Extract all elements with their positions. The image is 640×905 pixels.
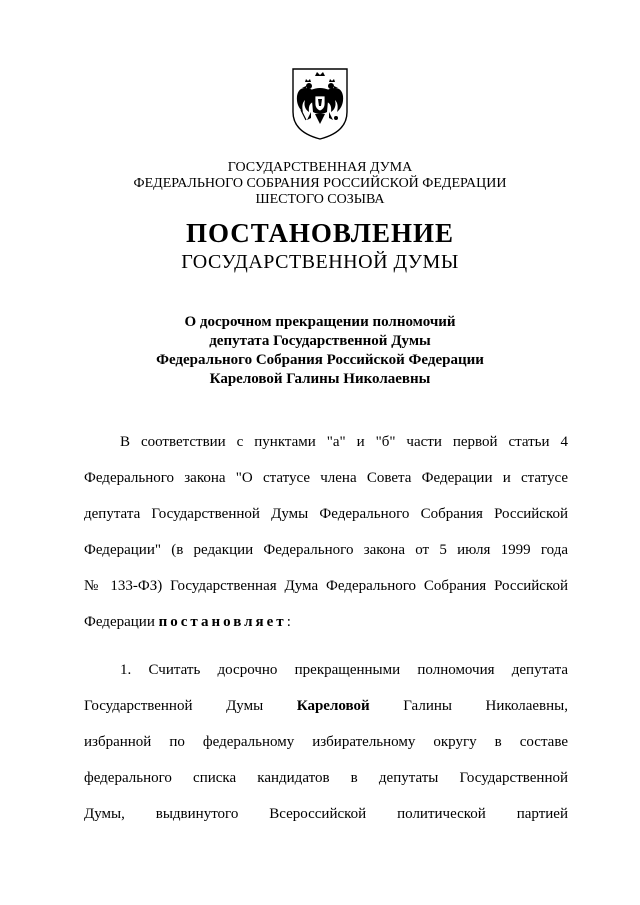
org-name-line-1: ГОСУДАРСТВЕННАЯ ДУМА	[227, 160, 413, 175]
preamble-line-6-start: Федерации	[84, 614, 159, 630]
preamble-line-1: В соответствии с пунктами "а" и "б" части первой статьи 4	[120, 434, 568, 450]
preamble-line-2: Федерального закона "О статусе члена Совета Федерации и статусе	[84, 470, 568, 486]
item1-line-4: федерального списка кандидатов в депутаты Государственной	[84, 770, 568, 786]
state-emblem-icon	[289, 66, 351, 142]
preamble-line-6	[84, 612, 568, 632]
item1-line-3: избранной по федеральному избирательному округу в составе	[84, 734, 568, 750]
item1-line-5: Думы, выдвинутого Всероссийской политической партией	[84, 806, 568, 822]
org-name-line-2: ФЕДЕРАЛЬНОГО СОБРАНИЯ РОССИЙСКОЙ ФЕДЕРАЦИИ	[133, 176, 507, 191]
item1-line-1: 1. Считать досрочно прекращенными полномочия депутата	[120, 662, 568, 678]
subject-line-4: Кареловой Галины Николаевны	[209, 371, 431, 387]
subject-line-3: Федерального Собрания Российской Федерации	[156, 352, 484, 368]
item1-line-2	[84, 696, 568, 716]
item1-line-2-end: Галины Николаевны,	[369, 698, 568, 714]
preamble-line-4: Федерации" (в редакции Федерального закона от 5 июля 1999 года	[84, 542, 568, 558]
deputy-surname: Кареловой	[296, 698, 370, 714]
preamble-line-6-end: :	[286, 614, 291, 630]
preamble-line-3: депутата Государственной Думы Федерального Собрания Российской	[84, 506, 568, 522]
item1-line-2-start: Государственной Думы	[84, 698, 297, 714]
preamble-line-5: № 133-ФЗ) Государственная Дума Федерального Собрания Российской	[84, 578, 568, 594]
subject-line-2: депутата Государственной Думы	[209, 333, 431, 349]
subject-line-1: О досрочном прекращении полномочий	[184, 314, 456, 330]
document-type-title: ПОСТАНОВЛЕНИЕ	[185, 218, 455, 248]
document-issuer: ГОСУДАРСТВЕННОЙ ДУМЫ	[181, 251, 459, 273]
convocation-line: ШЕСТОГО СОЗЫВА	[255, 192, 385, 207]
resolution-keyword: постановляет	[158, 614, 287, 630]
